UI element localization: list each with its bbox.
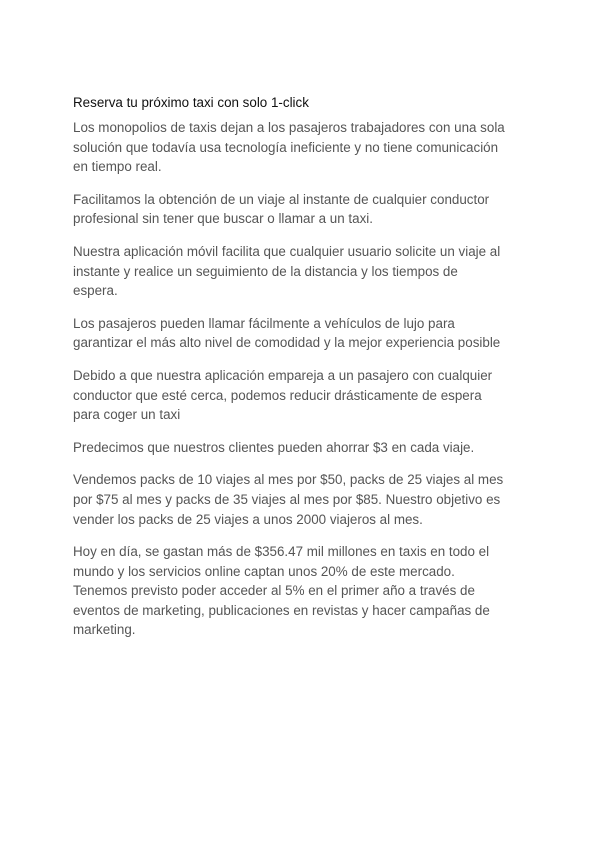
paragraph-line: Debido a que nuestra aplicación empareja a un pasajero con cualquier: [73, 367, 493, 383]
paragraph-line: Nuestra aplicación móvil facilita que cualquier usuario solicite un viaje al: [73, 243, 501, 259]
paragraph-line: mundo y los servicios online captan unos 20% de este mercado.: [73, 563, 455, 579]
document-body: [73, 93, 535, 640]
paragraph-line: Vendemos packs de 10 viajes al mes por $50, packs de 25 viajes al mes: [73, 472, 504, 488]
paragraph-line: Tenemos previsto poder acceder al 5% en el primer año a través de: [73, 583, 475, 599]
document-title: Reserva tu próximo taxi con solo 1-click: [73, 95, 309, 110]
paragraph-line: Los monopolios de taxis dejan a los pasajeros trabajadores con una sola: [73, 120, 505, 135]
paragraph-line: espera.: [73, 283, 118, 299]
paragraph-line: Hoy en día, se gastan más de $356.47 mil millones en taxis en todo el: [73, 544, 490, 560]
paragraph-line: garantizar el más alto nivel de comodidad y la mejor experiencia posible: [73, 335, 501, 351]
paragraph-line: conductor que esté cerca, podemos reducir drásticamente de espera: [73, 387, 482, 403]
paragraph-line: por $75 al mes y packs de 35 viajes al mes por $85. Nuestro objetivo es: [73, 491, 501, 507]
paragraph-matching: [73, 366, 535, 425]
paragraph-line: eventos de marketing, publicaciones en revistas y hacer campañas de: [73, 602, 490, 618]
paragraph-line: vender los packs de 25 viajes a unos 2000 viajeros al mes.: [73, 511, 423, 527]
paragraph-line: en tiempo real.: [73, 159, 162, 175]
paragraph-monopolies: [73, 118, 535, 177]
paragraph-instant-ride: [73, 190, 535, 229]
paragraph-line: instante y realice un seguimiento de la distancia y los tiempos de: [73, 263, 458, 279]
paragraph-line: Facilitamos la obtención de un viaje al instante de cualquier conductor: [73, 191, 490, 207]
paragraph-line: marketing.: [73, 622, 136, 638]
paragraph-line: para coger un taxi: [73, 407, 181, 423]
paragraph-luxury: [73, 314, 535, 353]
paragraph-market: [73, 542, 535, 640]
paragraph-savings: [73, 438, 535, 458]
paragraph-pricing: [73, 470, 535, 529]
paragraph-line: Los pasajeros pueden llamar fácilmente a vehículos de lujo para: [73, 315, 455, 331]
paragraph-line: Predecimos que nuestros clientes pueden ahorrar $3 en cada viaje.: [73, 439, 475, 455]
paragraph-line: solución que todavía usa tecnología ineficiente y no tiene comunicación: [73, 139, 499, 155]
paragraph-line: profesional sin tener que buscar o llamar a un taxi.: [73, 211, 373, 227]
paragraph-mobile-app: [73, 242, 535, 301]
